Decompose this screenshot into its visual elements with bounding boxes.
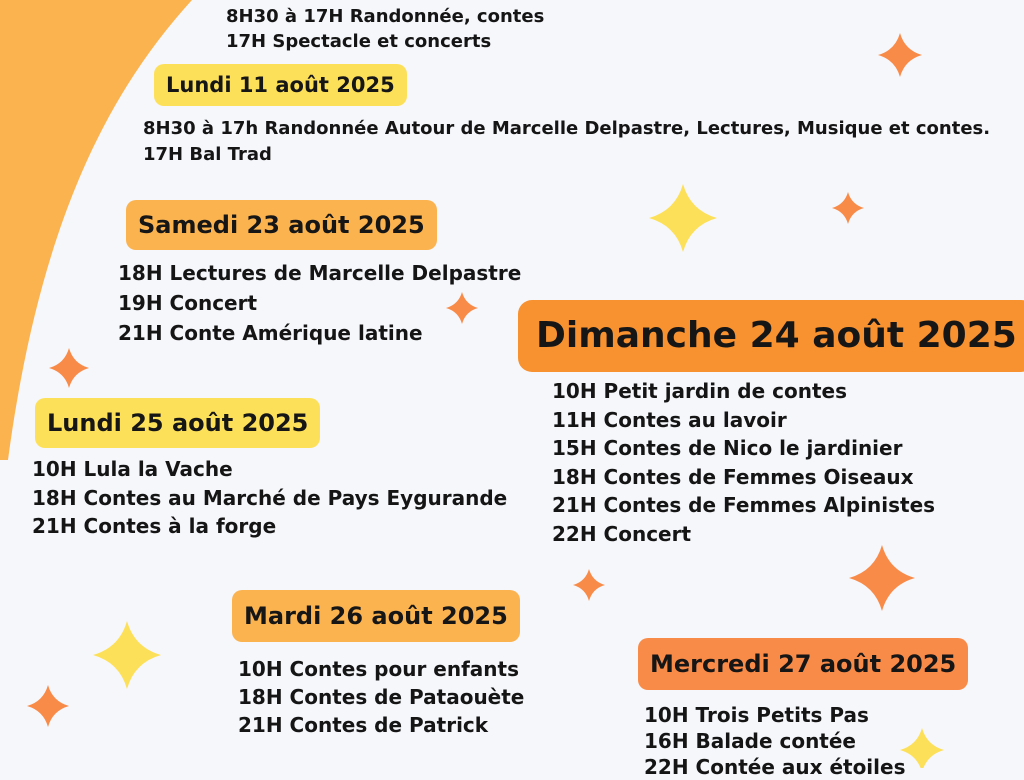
event-line: 10H Trois Petits Pas [644,703,869,727]
top-events-list [226,4,544,54]
date-badge-samedi-23: Samedi 23 août 2025 [126,200,437,250]
date-badge-mercredi-27: Mercredi 27 août 2025 [638,638,968,690]
date-badge-lundi-25: Lundi 25 août 2025 [35,398,320,448]
event-line: 18H Contes au Marché de Pays Eygurande [32,485,508,510]
event-line: 17H Spectacle et concerts [226,31,492,52]
event-line: 21H Contes de Patrick [238,713,489,737]
event-line: 22H Concert [552,521,692,546]
event-line: 8H30 à 17h Randonnée Autour de Marcelle Delpastre, Lectures, Musique et contes. [143,118,991,139]
event-line: 18H Lectures de Marcelle Delpastre [118,261,522,285]
event-line: 22H Contée aux étoiles [644,755,906,779]
date-badge-lundi-11: Lundi 11 août 2025 [154,64,407,106]
event-line: 10H Contes pour enfants [238,657,520,681]
yellow-star-icon [900,728,944,768]
event-line: 21H Conte Amérique latine [118,321,423,345]
orange-star-icon [878,33,922,77]
samedi-23-events [118,258,521,348]
mercredi-27-events [644,702,905,780]
event-line: 16H Balade contée [644,729,856,753]
event-line: 21H Contes de Femmes Alpinistes [552,493,936,518]
orange-star-icon [49,348,89,388]
event-line: 8H30 à 17H Randonnée, contes [226,6,545,27]
lundi-25-events [32,455,507,541]
event-line: 21H Contes à la forge [32,514,277,538]
mardi-26-events [238,655,524,739]
event-line: 11H Contes au lavoir [552,407,787,432]
event-line: 10H Lula la Vache [32,457,233,481]
orange-star-icon [573,569,605,601]
event-line: 17H Bal Trad [143,144,272,165]
orange-star-icon [832,192,864,224]
lundi-11-events [143,116,990,168]
event-line: 18H Contes de Pataouète [238,685,525,709]
yellow-star-icon [649,184,717,252]
event-line: 10H Petit jardin de contes [552,379,847,403]
date-badge-mardi-26: Mardi 26 août 2025 [232,590,520,642]
event-line: 19H Concert [118,291,258,315]
orange-star-icon [849,545,915,611]
event-line: 18H Contes de Femmes Oiseaux [552,464,914,489]
yellow-star-icon [93,621,161,689]
dimanche-24-events [552,377,935,549]
orange-star-icon [27,685,69,727]
date-badge-dimanche-24: Dimanche 24 août 2025 [518,300,1024,372]
event-line: 15H Contes de Nico le jardinier [552,436,903,461]
